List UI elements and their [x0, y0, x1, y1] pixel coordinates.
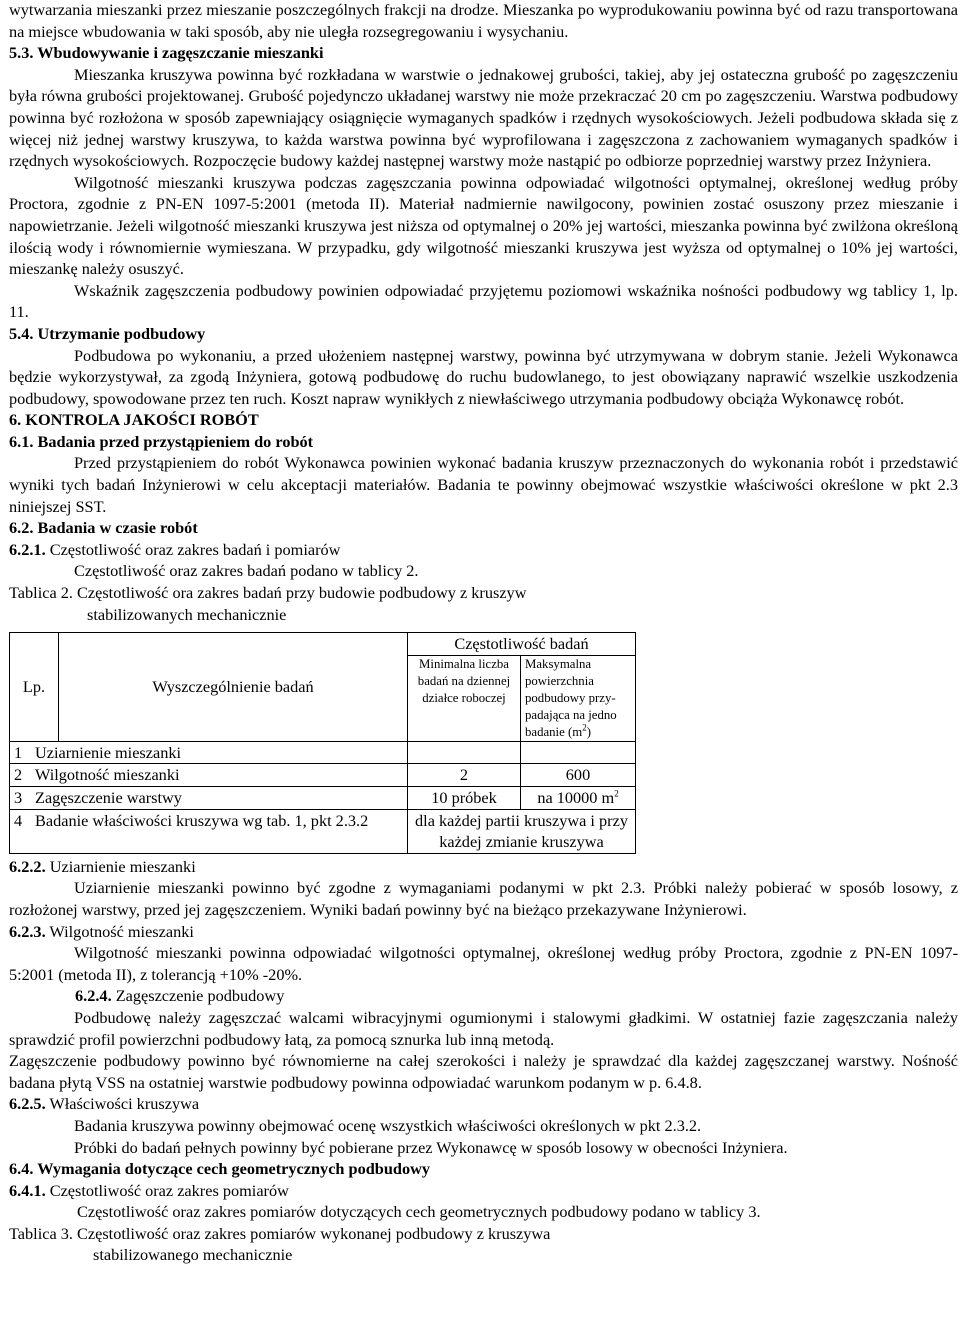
- section-6-2-3-title: Wilgotność mieszanki: [45, 921, 194, 941]
- section-5-4-paragraph-1: Podbudowa po wykonaniu, a przed ułożeniem następnej warstwy, powinna być utrzymywana w dobrym stanie. Jeżeli Wykonawca będzie wykorzystywał, za zgodą Inżyniera, gotową podbudowę do ruchu budowlanego, to jest obowiązany naprawić wszelkie uszkodzenia podbudowy, spowodowane przez ten ruch. Koszt napraw wynikłych z niewłaściwego utrzymania podbudowy obciąża Wykonawcę robót.: [9, 345, 958, 408]
- document-page: [9, 0, 958, 1266]
- table-2-cell-min: 2: [408, 764, 521, 787]
- table-2-row: [10, 741, 636, 764]
- table-3-caption-continued: stabilizowanego mechanicznie: [93, 1245, 293, 1265]
- section-5-3-paragraph-1: Mieszanka kruszywa powinna być rozkładana w warstwie o jednakowej grubości, takiej, aby jej ostateczna grubość po zagęszczeniu była równa grubości projektowanej. Grubość pojedynczo układanej warstwy nie może przekraczać 20 cm po zagęszczeniu. Warstwa podbudowy powinna być rozłożona w sposób zapewniający osiągnięcie wymaganych spadków i rzędnych wysokościowych. Jeżeli podbudowa składa się z więcej niż jednej warstwy kruszywa, to każda warstwa powinna być wyprofilowana i zagęszczona z zachowaniem wymaganych spadków i rzędnych wysokościowych. Rozpoczęcie budowy każdej następnej warstwy może nastąpić po odbiorze poprzedniej warstwy przez Inżyniera.: [9, 64, 958, 171]
- table-2-header-max-close: ): [586, 724, 591, 739]
- section-6-2-1-title: Częstotliwość oraz zakres badań i pomiarów: [45, 539, 341, 559]
- table-2: [9, 632, 636, 854]
- section-6-2-4-number: 6.2.4.: [75, 986, 112, 1006]
- section-6-2-5-paragraph-1: Badania kruszywa powinny obejmować ocenę wszystkich właściwości określonych w pkt 2.3.2.: [74, 1115, 702, 1135]
- section-6-2-4-paragraph-2: Zagęszczenie podbudowy powinno być równomierne na całej szerokości i należy je sprawdzać dla każdej zagęszczanej warstwy. Nośność badana płytą VSS na ostatniej warstwie podbudowy powinna odpowiadać warunkom podanym w p. 6.4.8.: [9, 1051, 958, 1092]
- section-6-4-heading: 6.4. Wymagania dotyczące cech geometrycznych podbudowy: [9, 1159, 431, 1179]
- table-2-row: [10, 809, 636, 853]
- section-6-2-5-number: 6.2.5.: [9, 1094, 46, 1114]
- section-6-1-heading: 6.1. Badania przed przystąpieniem do robót: [9, 431, 314, 451]
- table-3-caption: Tablica 3. Częstotliwość oraz zakres pomiarów wykonanej podbudowy z kruszywa: [9, 1223, 551, 1243]
- table-2-cell-max: [521, 741, 636, 764]
- table-2-header-max: [521, 655, 636, 741]
- section-6-2-5-heading: [9, 1093, 958, 1115]
- section-6-2-4-title: Zagęszczenie podbudowy: [111, 986, 285, 1006]
- section-6-2-5-paragraph-2: Próbki do badań pełnych powinny być pobierane przez Wykonawcę w sposób losowy w obecności Inżyniera.: [74, 1137, 788, 1157]
- table-2-cell-name: Zagęszczenie warstwy: [31, 787, 408, 810]
- section-5-3-paragraph-3: Wskaźnik zagęszczenia podbudowy powinien odpowiadać przyjętemu poziomowi wskaźnika nośności podbudowy wg tablicy 1, lp. 11.: [9, 280, 958, 322]
- section-6-2-4-heading: [9, 985, 958, 1007]
- table-2-cell-min: [408, 741, 521, 764]
- table-2-cell-max-superscript: 2: [614, 788, 619, 799]
- section-6-2-3-heading: [9, 921, 958, 943]
- table-2-cell-lp: 4: [10, 809, 32, 853]
- table-2-cell-max: [521, 787, 636, 810]
- section-5-3-paragraph-2: Wilgotność mieszanki kruszywa podczas zagęszczania powinna odpowiadać wilgotności optymalnej, określonej według próby Proctora, zgodnie z PN-EN 1097-5:2001 (metoda II). Materiał nadmiernie nawilgocony, powinien zostać osuszony przez mieszanie i napowietrzanie. Jeżeli wilgotność mieszanki kruszywa jest niższa od optymalnej o 20% jej wartości, mieszanka powinna być zwilżona określoną ilością wody i równomiernie wymieszana. W przypadku, gdy wilgotność mieszanki kruszywa jest wyższa od optymalnej o 10% jej wartości, mieszankę należy osuszyć.: [9, 172, 958, 279]
- table-2-row: [10, 764, 636, 787]
- table-2-cell-max-text: na 10000 m: [537, 788, 615, 807]
- table-2-header-row: [10, 633, 636, 656]
- section-6-4-1-heading: [9, 1180, 958, 1202]
- section-6-2-2-paragraph-1: Uziarnienie mieszanki powinno być zgodne z wymaganiami podanymi w pkt 2.3. Próbki należy pobierać w sposób losowy, z rozłożonej warstwy, przed jej zagęszczeniem. Wyniki badań powinny być na bieżąco przekazywane Inżynierowi.: [9, 878, 958, 919]
- table-2-caption-continued: stabilizowanych mechanicznie: [87, 604, 287, 624]
- table-2-cell-name: Uziarnienie mieszanki: [31, 741, 408, 764]
- section-6-1-paragraph-1: Przed przystąpieniem do robót Wykonawca powinien wykonać badania kruszyw przeznaczonych do wykonania robót i przedstawić wyniki tych badań Inżynierowi w celu akceptacji materiałów. Badania te powinny obejmować wszystkie właściwości określone w pkt 2.3 niniejszej SST.: [9, 453, 958, 516]
- section-6-2-1-paragraph-1: Częstotliwość oraz zakres badań podano w tablicy 2.: [74, 561, 419, 581]
- section-6-4-1-paragraph-1: Częstotliwość oraz zakres pomiarów dotyczących cech geometrycznych podbudowy podano w tablicy 3.: [77, 1202, 761, 1222]
- section-6-4-1-number: 6.4.1.: [9, 1180, 46, 1200]
- section-6-2-2-number: 6.2.2.: [9, 856, 46, 876]
- section-6-2-5-title: Właściwości kruszywa: [45, 1094, 200, 1114]
- section-6-4-1-title: Częstotliwość oraz zakres pomiarów: [45, 1180, 289, 1200]
- table-2-cell-name: Badanie właściwości kruszywa wg tab. 1, pkt 2.3.2: [31, 809, 408, 853]
- section-6-2-3-number: 6.2.3.: [9, 921, 46, 941]
- table-2-header-max-superscript: 2: [582, 722, 587, 733]
- section-6-2-1-heading: [9, 539, 958, 561]
- section-6-heading: 6. KONTROLA JAKOŚCI ROBÓT: [9, 410, 259, 430]
- section-6-2-2-title: Uziarnienie mieszanki: [45, 856, 196, 876]
- section-6-2-2-heading: [9, 856, 958, 878]
- table-2-cell-span: dla każdej partii kruszywa i przy każdej zmianie kruszywa: [408, 809, 636, 853]
- table-2-cell-max: 600: [521, 764, 636, 787]
- table-2-header-lp: Lp.: [10, 633, 59, 742]
- section-6-2-heading: 6.2. Badania w czasie robót: [9, 518, 198, 538]
- intro-paragraph: wytwarzania mieszanki przez mieszanie poszczególnych frakcji na drodze. Mieszanka po wyprodukowaniu powinna być od razu transportowana na miejsce wbudowania w taki sposób, aby nie uległa rozsegregowaniu i wysychaniu.: [9, 0, 958, 41]
- table-2-caption: Tablica 2. Częstotliwość ora zakres badań przy budowie podbudowy z kruszyw: [9, 583, 527, 603]
- section-6-2-1-number: 6.2.1.: [9, 539, 46, 559]
- table-2-cell-lp: 3: [10, 787, 32, 810]
- section-5-3-heading: 5.3. Wbudowywanie i zagęszczanie mieszanki: [9, 43, 324, 63]
- table-2-row: [10, 787, 636, 810]
- table-2-header-max-text: Maksymalna powierzchnia podbudowy przy-padająca na jedno badanie (m: [525, 656, 617, 739]
- section-5-4-heading: 5.4. Utrzymanie podbudowy: [9, 323, 206, 343]
- table-2-cell-min: 10 próbek: [408, 787, 521, 810]
- table-2-cell-lp: 1: [10, 741, 32, 764]
- table-2-cell-name: Wilgotność mieszanki: [31, 764, 408, 787]
- table-2-header-min: Minimalna liczba badań na dziennej działce roboczej: [408, 655, 521, 741]
- table-2-cell-lp: 2: [10, 764, 32, 787]
- table-2-header-name: Wyszczególnienie badań: [59, 633, 408, 742]
- section-6-2-3-paragraph-1: Wilgotność mieszanki powinna odpowiadać wilgotności optymalnej, określonej według próby Proctora, zgodnie z PN-EN 1097-5:2001 (metoda II), z tolerancją +10% -20%.: [9, 943, 958, 984]
- table-2-header-group: Częstotliwość badań: [408, 633, 636, 656]
- section-6-2-4-paragraph-1: Podbudowę należy zagęszczać walcami wibracyjnymi ogumionymi i stalowymi gładkimi. W ostatniej fazie zagęszczania należy sprawdzić profil powierzchni podbudowy łatą, za pomocą sznurka lub inną metodą.: [9, 1007, 958, 1049]
